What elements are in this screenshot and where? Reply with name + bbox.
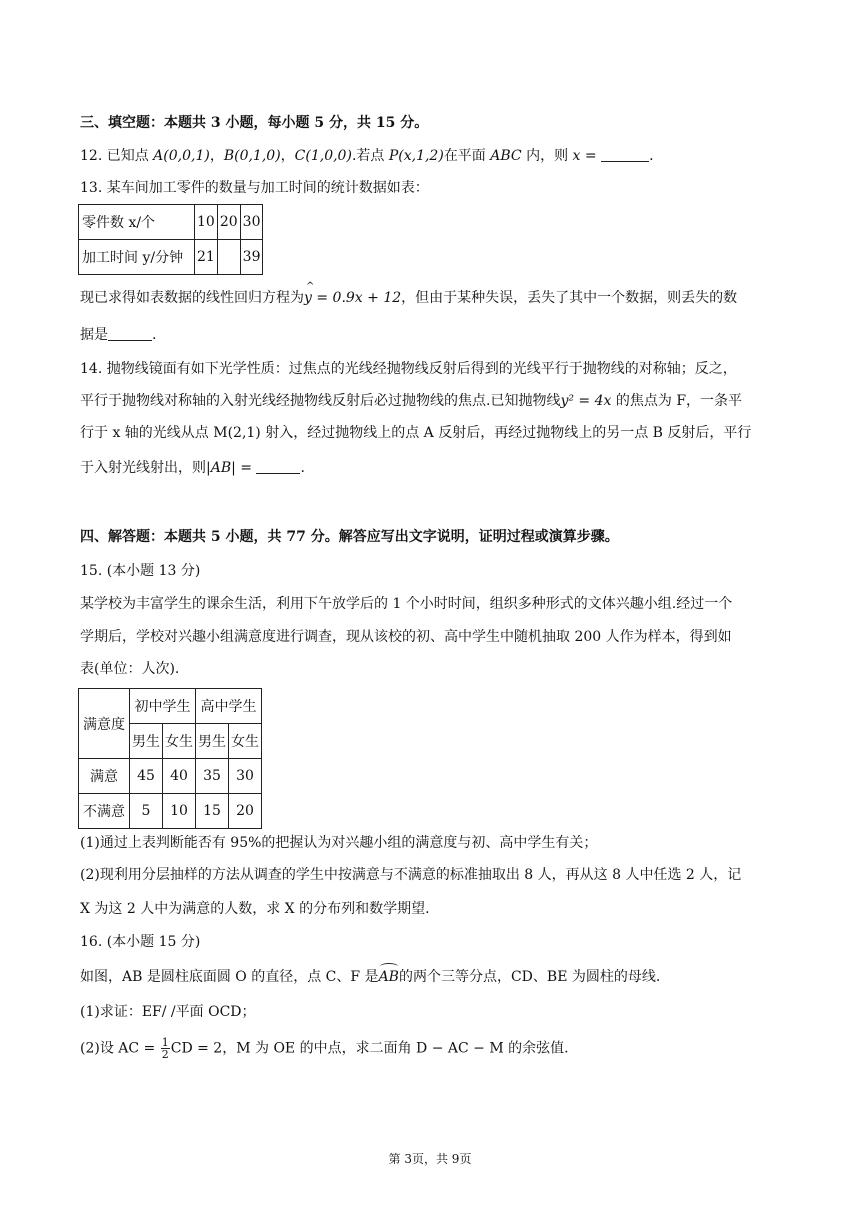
- q13-line-1: [80, 288, 737, 308]
- q14-text: 的焦点为 F，一条平: [611, 393, 743, 409]
- q14-line-4: [80, 458, 305, 478]
- q12-plane: ABC: [490, 148, 522, 164]
- table-cell: 15: [196, 794, 229, 829]
- question-12: 12. 已知点 A(0,0,1)，B(0,1,0)，C(1,0,0).若点 P(x,1,2)在平面 ABC 内，则 x = .: [80, 148, 654, 164]
- q14-parabola-equation: y² = 4x: [560, 393, 612, 409]
- section-heading-solve: 四、解答题：本题共 5 小题，共 77 分。解答应写出文字说明，证明过程或演算步骤。: [80, 529, 619, 545]
- q16-text: CD = 2，M 为 OE 的中点，求二面角 D − AC − M 的余弦值.: [170, 1040, 569, 1057]
- q13-answer-blank: [108, 326, 152, 341]
- table-cell: 20: [229, 794, 262, 829]
- q15-group-header-senior: 高中学生: [196, 689, 262, 724]
- q12-point-b: B(0,1,0): [223, 148, 281, 164]
- q15-line-2: 学期后，学校对兴趣小组满意度进行调查，现从该校的初、高中学生中随机抽取 200 人作为样本，得到如: [80, 629, 732, 645]
- q15-group-header-junior: 初中学生: [130, 689, 196, 724]
- q15-line-1: 某学校为丰富学生的课余生活，利用下午放学后的 1 个小时时间，组织多种形式的文体兴趣小组.经过一个: [80, 596, 733, 612]
- table-cell: 10: [163, 794, 196, 829]
- table-cell: 30: [229, 759, 262, 794]
- q15-part-1: (1)通过上表判断能否有 95%的把握认为对兴趣小组的满意度与初、高中学生有关；: [80, 835, 598, 851]
- q13-text: 据是: [80, 327, 108, 343]
- q12-var: x: [572, 148, 581, 164]
- q14-line-2: [80, 391, 742, 411]
- q12-point-c: C(1,0,0): [294, 148, 352, 164]
- section-heading-fill-in: 三、填空题：本题共 3 小题，每小题 5 分，共 15 分。: [80, 115, 429, 131]
- q16-part-2: [80, 1037, 569, 1060]
- q15-sub-header: 女生: [163, 724, 196, 759]
- q13-row-label-y: 加工时间 y/分钟: [79, 240, 195, 275]
- table-cell: 21: [195, 240, 218, 275]
- table-cell: 35: [196, 759, 229, 794]
- q16-line-1: [80, 967, 660, 987]
- q12-end: .: [649, 148, 654, 164]
- q16-arc-ab: AB: [378, 969, 399, 985]
- fraction-denominator: 2: [161, 1048, 169, 1061]
- q15-row-label: 满意: [79, 759, 130, 794]
- q16-text: 的两个三等分点，CD、BE 为圆柱的母线.: [398, 969, 661, 985]
- q16-title: 16. (本小题 15 分): [80, 934, 201, 950]
- q14-text: 于入射光线射出，则: [80, 460, 206, 476]
- q12-point-p: P(x,1,2): [388, 148, 444, 164]
- q13-text: ，但由于某种失误，丢失了其中一个数据，则丢失的数: [401, 290, 738, 306]
- question-13-intro: 13. 某车间加工零件的数量与加工时间的统计数据如表：: [80, 180, 429, 196]
- q16-part-1: (1)求证：EF/ /平面 OCD；: [80, 1004, 256, 1020]
- q15-title: 15. (本小题 13 分): [80, 563, 201, 579]
- q14-text: 平行于抛物线对称轴的入射光线经抛物线反射后必过抛物线的焦点.已知抛物线: [80, 393, 561, 409]
- page-footer: 第 3页，共 9页: [388, 1152, 472, 1166]
- q15-sub-header: 男生: [196, 724, 229, 759]
- q14-ab-expression: |AB| =: [206, 460, 257, 476]
- q13-regression-equation: ^ y = 0.9x + 12: [304, 288, 401, 308]
- table-cell: 5: [130, 794, 163, 829]
- q14-answer-blank: [256, 459, 300, 474]
- q15-sub-header: 男生: [130, 724, 163, 759]
- q14-line-1: 14. 抛物线镜面有如下光学性质：过焦点的光线经抛物线反射后得到的光线平行于抛物线的对称轴；反之，: [80, 361, 737, 377]
- q12-text-a: 12. 已知点: [80, 148, 154, 164]
- table-cell: 40: [163, 759, 196, 794]
- q14-line-3: 行于 x 轴的光线从点 M(2,1) 射入，经过抛物线上的点 A 反射后，再经过抛物线上的另一点 B 反射后，平行: [80, 425, 752, 441]
- q15-row-label: 不满意: [79, 794, 130, 829]
- q12-point-a: A(0,0,1): [153, 148, 210, 164]
- q12-eq: =: [580, 148, 602, 164]
- table-cell: 20: [217, 205, 240, 240]
- table-cell: 30: [240, 205, 263, 240]
- table-cell: 45: [130, 759, 163, 794]
- table-cell: 10: [195, 205, 218, 240]
- q15-part-2-line-1: (2)现利用分层抽样的方法从调查的学生中按满意与不满意的标准抽取出 8 人，再从这 8 人中任选 2 人，记: [80, 867, 742, 883]
- q13-data-table: [78, 204, 263, 275]
- q13-line-2: [80, 325, 156, 345]
- q15-corner-header: 满意度: [79, 689, 130, 759]
- q16-fraction: [161, 1037, 170, 1060]
- q15-sub-header: 女生: [229, 724, 262, 759]
- table-row: [79, 794, 262, 829]
- fraction-numerator: 1: [161, 1036, 169, 1049]
- table-cell: 39: [240, 240, 263, 275]
- q12-text-b: .若点: [351, 148, 389, 164]
- q12-answer-blank: [601, 147, 649, 162]
- q16-text: 如图，AB 是圆柱底面圆 O 的直径，点 C、F 是: [80, 969, 379, 985]
- table-cell-missing: [217, 240, 240, 275]
- q14-text: .: [300, 460, 305, 476]
- q16-text: (2)设 AC =: [80, 1040, 160, 1057]
- q13-text: .: [152, 327, 157, 343]
- q15-part-2-line-2: X 为这 2 人中为满意的人数，求 X 的分布列和数学期望.: [80, 901, 430, 917]
- q13-row-label-x: 零件数 x/个: [79, 205, 195, 240]
- q13-text: 现已求得如表数据的线性回归方程为: [80, 290, 304, 306]
- q15-satisfaction-table: [78, 688, 262, 829]
- q12-text-c: 在平面: [443, 148, 491, 164]
- q12-text-d: 内，则: [521, 148, 573, 164]
- table-row: [79, 759, 262, 794]
- q15-line-3: 表(单位：人次).: [80, 661, 180, 677]
